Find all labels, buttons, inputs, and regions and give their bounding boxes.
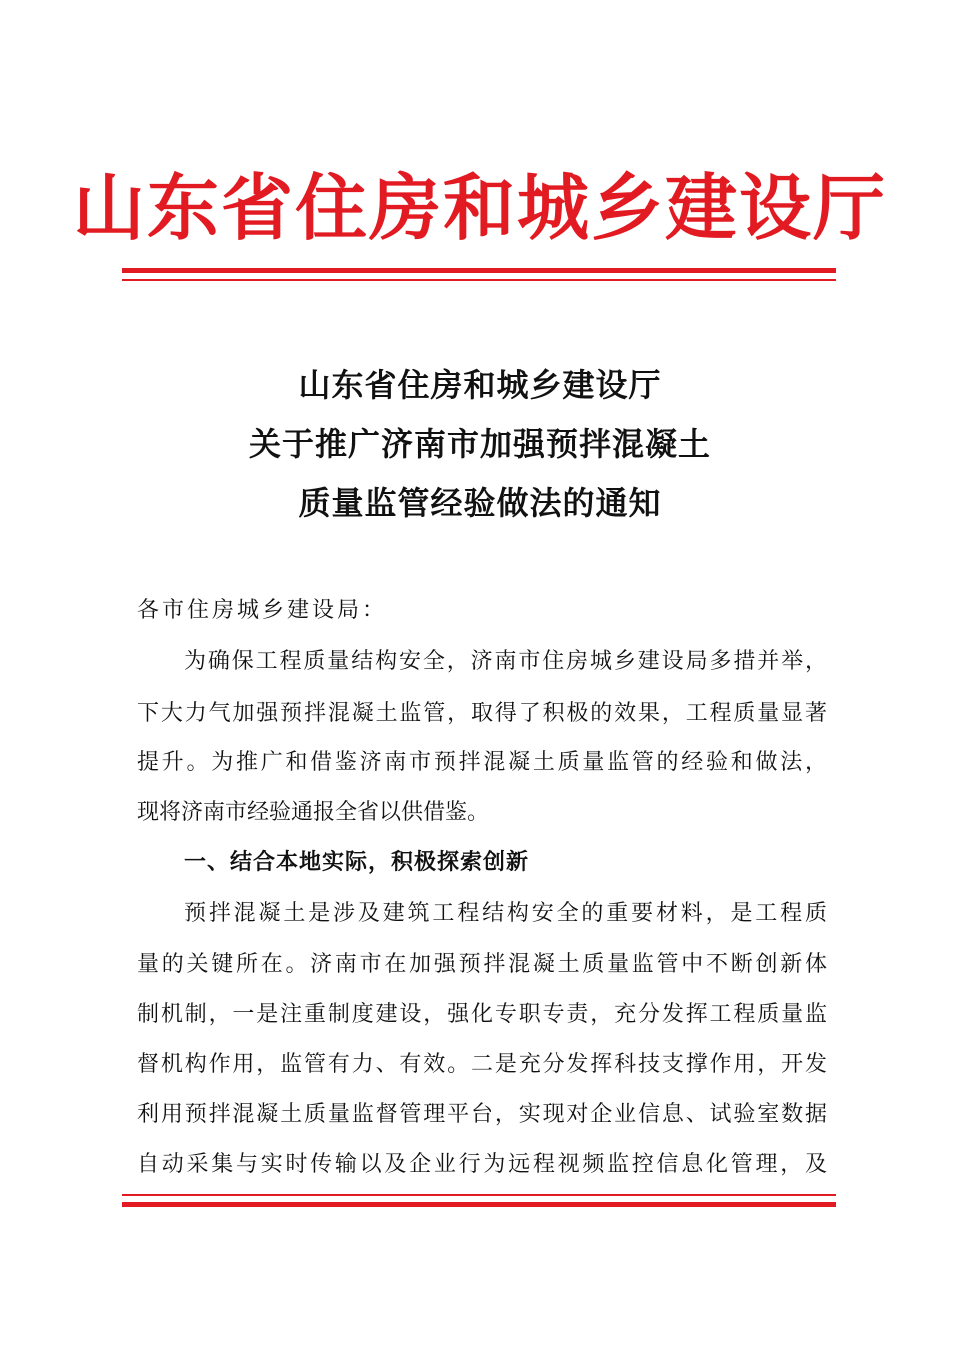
document-title-line-1: 山东省住房和城乡建设厅 — [298, 366, 662, 404]
section-1-paragraph-line: 预拌混凝土是涉及建筑工程结构安全的重要材料，是工程质 — [184, 901, 827, 926]
letterhead-red-rule-thin — [122, 279, 836, 281]
letterhead-red-rule-thick — [122, 268, 836, 273]
section-1-paragraph-line: 制机制，一是注重制度建设，强化专职专责，充分发挥工程质量监 — [137, 1002, 827, 1027]
document-title-line-3: 质量监管经验做法的通知 — [298, 484, 662, 522]
intro-paragraph-line: 下大力气加强预拌混凝土监管，取得了积极的效果，工程质量显著 — [137, 701, 827, 726]
salutation: 各市住房城乡建设局： — [137, 598, 388, 623]
section-1-paragraph-line: 量的关键所在。济南市在加强预拌混凝土质量监管中不断创新体 — [137, 952, 827, 977]
section-1-paragraph-line: 利用预拌混凝土质量监督管理平台，实现对企业信息、试验室数据 — [137, 1102, 827, 1127]
intro-paragraph-line: 为确保工程质量结构安全，济南市住房城乡建设局多措并举， — [184, 649, 827, 674]
document-title-line-2: 关于推广济南市加强预拌混凝土 — [248, 425, 711, 463]
letterhead-org-name: 山东省住房和城乡建设厅 — [72, 166, 887, 250]
section-1-heading: 一、结合本地实际，积极探索创新 — [184, 850, 530, 875]
section-1-paragraph-line: 督机构作用，监管有力、有效。二是充分发挥科技支撑作用，开发 — [137, 1052, 827, 1077]
intro-paragraph-line: 提升。为推广和借鉴济南市预拌混凝土质量监管的经验和做法， — [137, 750, 827, 775]
intro-paragraph-line: 现将济南市经验通报全省以供借鉴。 — [137, 800, 490, 825]
footer-red-rule-thin — [122, 1194, 836, 1196]
footer-red-rule-thick — [122, 1202, 836, 1207]
section-1-paragraph-line: 自动采集与实时传输以及企业行为远程视频监控信息化管理，及 — [137, 1152, 827, 1177]
